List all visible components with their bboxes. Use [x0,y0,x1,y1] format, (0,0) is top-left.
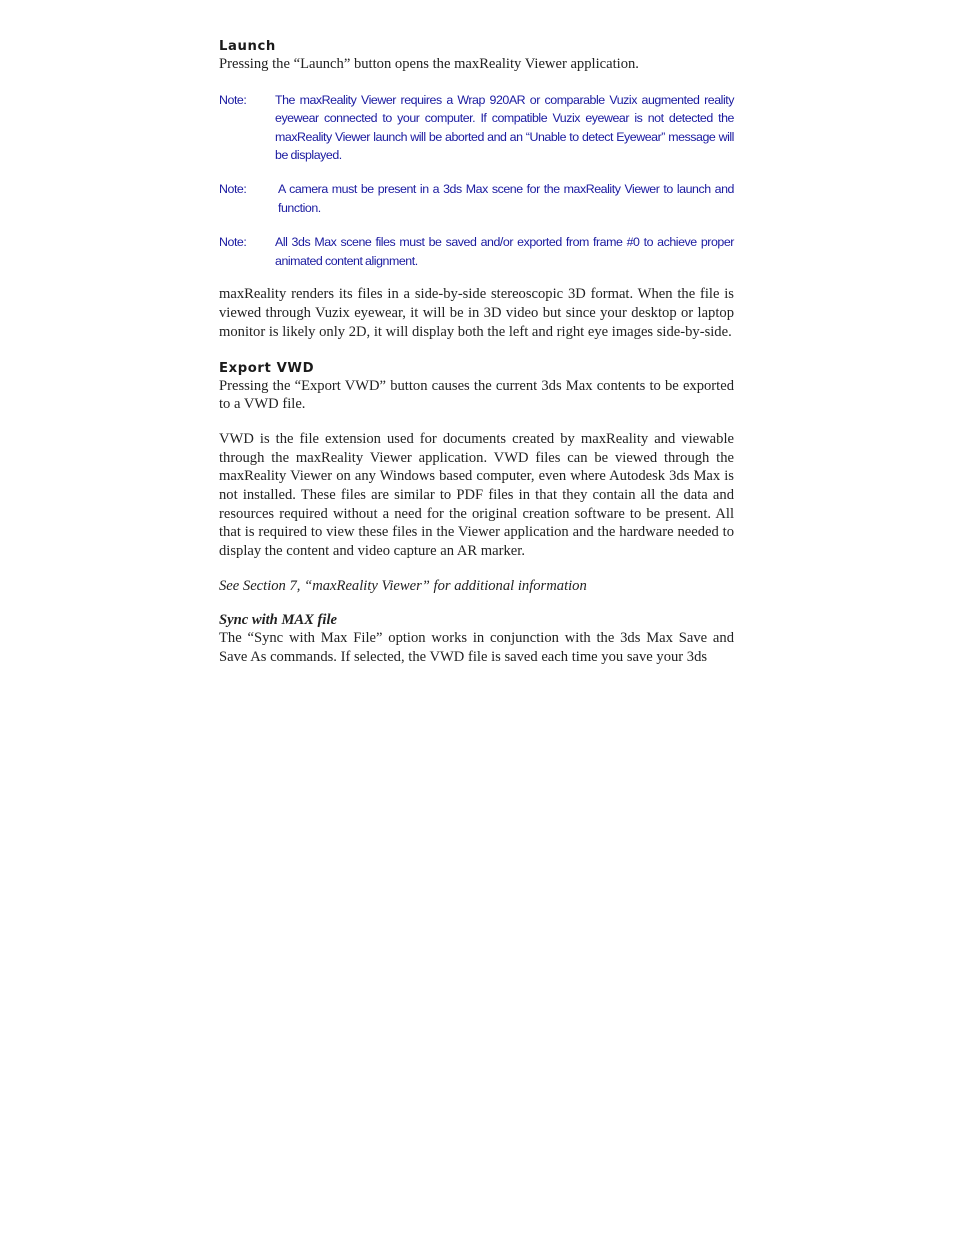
note-label: Note: [219,182,247,197]
note-text: The maxReality Viewer requires a Wrap 920AR or comparable Vuzix augmented reality eyewear connected to your computer. If compatible Vuzix eyewear is not detected the maxReality Viewer launch will be aborted and an “Unable to detect Eyewear” message will be displayed. [275,92,734,163]
note-frame-zero [219,233,734,270]
sync-heading: Sync with MAX file [219,611,337,628]
export-vwd-heading: Export VWD [219,360,315,376]
note-label: Note: [219,92,247,107]
note-text: All 3ds Max scene files must be saved and/or exported from frame #0 to achieve proper animated content alignment. [275,235,734,268]
vwd-paragraph: VWD is the file extension used for documents created by maxReality and viewable through the maxReality Viewer application. VWD files can be viewed through the maxReality Viewer on any Windows based computer, even where Autodesk 3ds Max is not installed. These files are similar to PDF files in that they contain all the data and resources required without a need for the original creation software to be present. All that is required to view these files in the Viewer application and the hardware needed to display the content and video capture an AR marker. [219,430,734,560]
stereo-paragraph: maxReality renders its files in a side-by-side stereoscopic 3D format. When the file is viewed through Vuzix eyewear, it will be in 3D video but since your desktop or laptop monitor is likely only 2D, it will display both the left and right eye images side-by-side. [219,286,734,340]
sync-description: The “Sync with Max File” option works in conjunction with the 3ds Max Save and Save As commands. If selected, the VWD file is saved each time you save your 3ds [219,630,734,665]
note-eyewear [219,91,734,165]
see-section-reference: See Section 7, “maxReality Viewer” for additional information [219,577,587,594]
note-camera [219,180,734,217]
export-vwd-description: Pressing the “Export VWD” button causes the current 3ds Max contents to be exported to a VWD file. [219,377,734,413]
launch-description: Pressing the “Launch” button opens the maxReality Viewer application. [219,56,639,72]
note-text: A camera must be present in a 3ds Max scene for the maxReality Viewer to launch and function. [278,182,734,215]
document-page [219,38,734,667]
note-label: Note: [219,235,247,250]
launch-heading: Launch [219,39,276,54]
